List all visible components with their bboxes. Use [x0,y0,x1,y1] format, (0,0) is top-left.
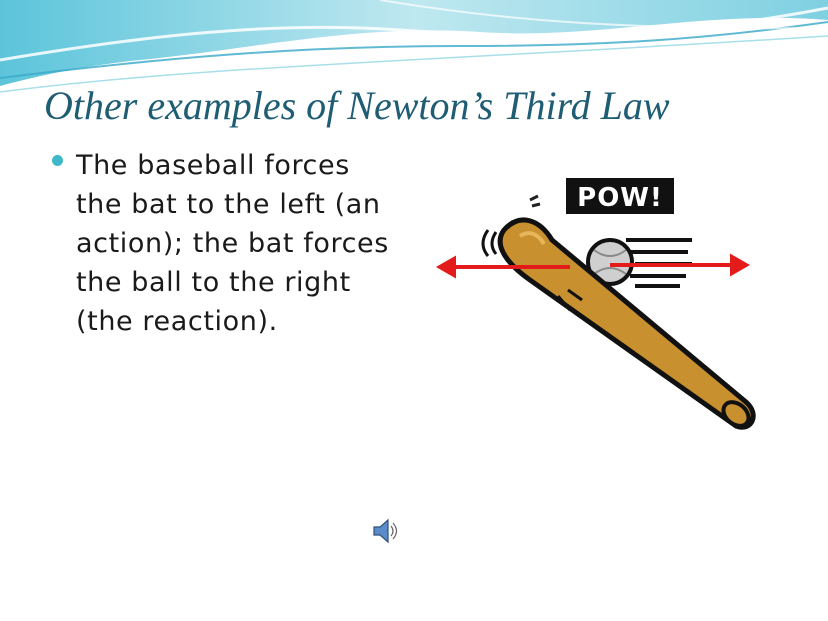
bullet-list [52,146,402,341]
bat-and-ball-illustration [430,170,770,440]
bullet-text: The baseball forces the bat to the left (an action); the bat forces the ball to the right (the reaction). [76,150,389,337]
slide-title: Other examples of Newton’s Third Law [44,83,670,128]
bullet-item [52,146,402,341]
bullet-dot-icon [52,155,63,166]
speaker-icon[interactable] [370,516,400,546]
motion-marks [530,196,540,206]
pow-text: POW! [577,183,663,213]
swing-marks [483,230,496,256]
